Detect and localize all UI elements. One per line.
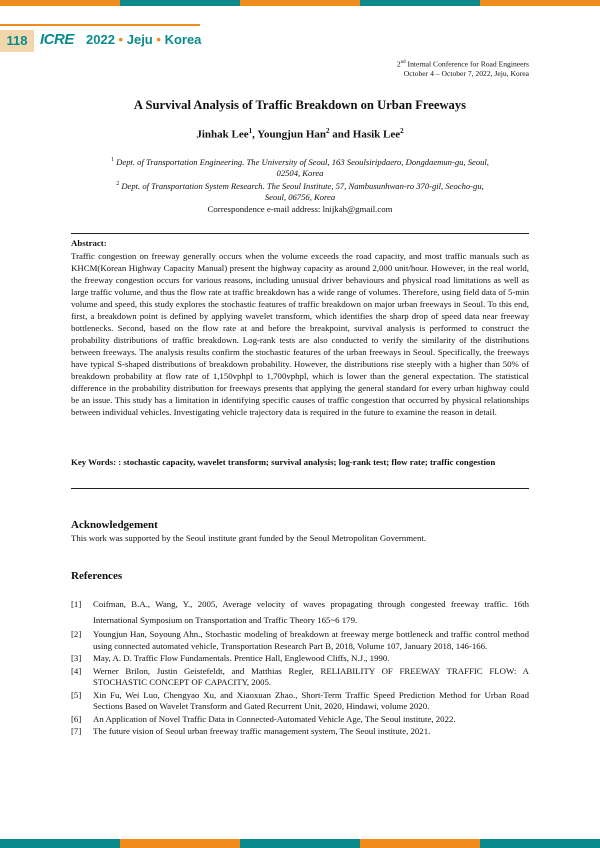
reference-item: [5] Xin Fu, Wei Luo, Chengyao Xu, and Xiaoxuan Zhao., Short-Term Traffic Speed Prediction Method for Urban Road Sections Based on Wavelet Transform and Gated Recurrent Unit, 2020, Hindawi, volume 2020. (71, 689, 529, 711)
references-heading: References (71, 570, 123, 582)
reference-item: [4] Werner Brilon, Justin Geistefeldt, and Matthias Regler, RELIABILITY OF FREEWAY TRAFFIC FLOW: A STOCHASTIC CONCEPT OF CAPACITY, 2005. (71, 665, 529, 687)
bottom-color-bar (0, 839, 600, 848)
author: Jinhak Lee (196, 128, 249, 141)
conference-year: 2022 (86, 32, 115, 47)
abstract-text: Traffic congestion on freeway generally occurs when the volume exceeds the road capacity, and most traffic manuals such as KHCM(Korean Highway Capacity Manual) present the highway capacity as around 2,000 unit/hour. However, in the real world, the freeway congestion occurs for various reasons, including unusual driver behaviours and physical road limitations as well as large traffic volume, and thus the flow rate at traffic breakdown has a wide range of volumes. Therefore, using field data of 5-min volume and speed, this study explores the stochastic features of traffic breakdown on major urban freeways in Seoul. To this end, first, a breakdown point is defined by applying wavelet transform, which identifies the sharp drop of speed data near freeway bottlenecks. Second, based on the flow rate at and before the breakpoint, survival analysis is performed to construct the probability distributions of traffic breakdown. Log-rank tests are also conducted to verify the similarity of the distributions between freeways. The analysis results confirm the stochastic features of the urban freeways in Seoul. Specifically, the freeways have typical S-shaped distributions of breakdown probability. However, the distributions rise steeply with a higher than 50% of breakdown probability at flow rate of 1,150vphpl to 1,700vphpl, which is lower than the general expectation. The statistical difference in the probability distribution for freeways presents that applying the general standard for every urban highway could be an issue. This study has a limitation in identifying specific causes of traffic congestion that occurred by physical relationships between individual vehicles. Investigating vehicle trajectory data is required in the future to examine the reason in detail. (71, 251, 529, 417)
keywords (71, 456, 529, 468)
acknowledgement-heading: Acknowledgement (71, 519, 158, 531)
keywords-list: : stochastic capacity, wavelet transform; survival analysis; log-rank test; flow rate; traffic congestion (116, 457, 496, 467)
conference-country: Korea (164, 32, 202, 47)
conference-name: 2nd Internal Conference for Road Engineers (396, 59, 529, 69)
running-header (0, 24, 200, 50)
top-color-bar (0, 0, 600, 6)
conference-city: Jeju (126, 32, 153, 47)
abstract-heading: Abstract: (71, 238, 107, 248)
reference-item: [3] May, A. D. Traffic Flow Fundamentals. Prentice Hall, Englewood Cliffs, N.J., 1990. (71, 653, 390, 663)
divider (71, 488, 529, 489)
author: Hasik Lee (352, 128, 401, 141)
reference-item: [1] Coifman, B.A., Wang, Y., 2005, Average velocity of waves propagating through congested freeway traffic. 16th International Symposium on Transportation and Traffic Theory 165~6 179. (71, 599, 529, 625)
conference-dates: October 4 – October 7, 2022, Jeju, Korea (403, 69, 529, 79)
bullet-dot: • (118, 32, 124, 47)
keywords-label: Key Words: (71, 457, 117, 467)
conference-tagline (86, 29, 201, 51)
reference-item: [7] The future vision of Seoul urban freeway traffic management system, The Seoul institute, 2021. (71, 726, 431, 736)
acknowledgement-text: This work was supported by the Seoul institute grant funded by the Seoul Metropolitan Government. (71, 533, 426, 543)
reference-list (71, 596, 529, 739)
affiliation-2: $^2$ Dept. of Transportation System Research. The Seoul Institute, 57, Nambusunhwan-ro 370-gil, Seocho-gu, Seoul, 06756, Korea (116, 180, 484, 203)
conference-info (397, 58, 529, 79)
reference-item: [2] Youngjun Han, Soyoung Ahn., Stochastic modeling of breakdown at freeway merge bottleneck and traffic control method using connected automated vehicle, Transportation Research Part B, 2018, Volume 107, January 2018, 146-166. (71, 629, 529, 651)
bullet-dot: • (156, 32, 161, 47)
author-list: Jinhak Lee$^1$, Youngjun Han$^2$ and Hasik Lee$^2$ (196, 127, 404, 141)
divider (71, 233, 529, 234)
header-divider (0, 24, 200, 26)
paper-title: A Survival Analysis of Traffic Breakdown on Urban Freeways (133, 98, 467, 112)
conference-logo: ICRE (40, 31, 74, 48)
correspondence-email: Correspondence e-mail address: lnijkah@gmail.com (207, 204, 393, 214)
reference-item: [6] An Application of Novel Traffic Data in Connected-Automated Vehicle Age, The Seoul institute, 2022. (71, 713, 456, 724)
author: Youngjun Han (257, 128, 327, 141)
page-number: 118 (0, 30, 34, 52)
affiliation-1: $^1$ Dept. of Transportation Engineering. The University of Seoul, 163 Seoulsiripdaero, Dongdaemun-gu, Seoul, 02504, Korea (111, 156, 489, 179)
